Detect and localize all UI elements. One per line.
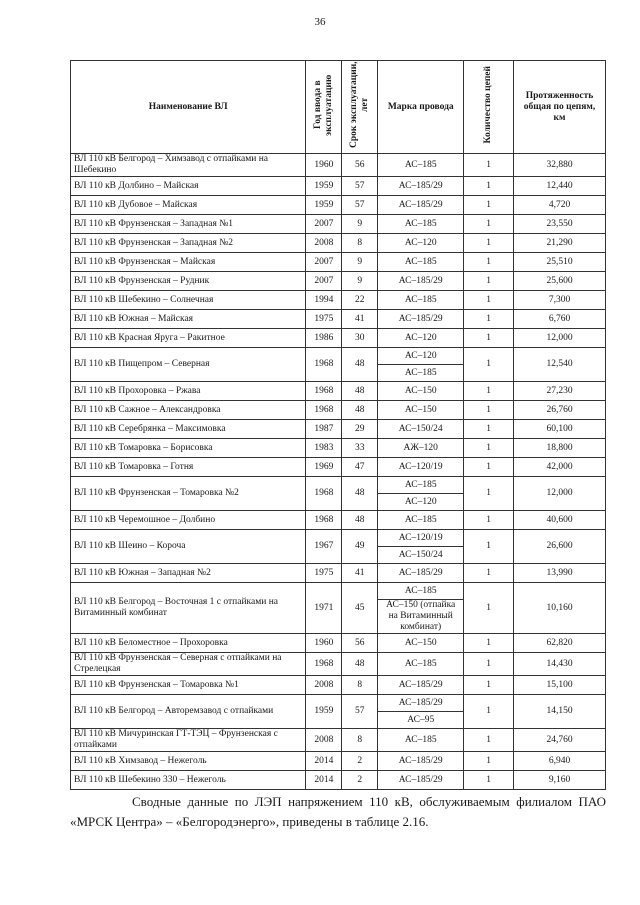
cell-year: 2008: [306, 729, 342, 752]
cell-name: ВЛ 110 кВ Химзавод – Нежеголь: [71, 752, 306, 771]
cell-year: 1959: [306, 177, 342, 196]
table-row: [71, 653, 606, 676]
cell-name: ВЛ 110 кВ Серебрянка – Максимовка: [71, 420, 306, 439]
cell-length: 40,600: [514, 511, 606, 530]
table-row: [71, 329, 606, 348]
cell-circuits: 1: [464, 291, 514, 310]
page-number: 36: [314, 16, 326, 28]
cell-name: ВЛ 110 кВ Фрунзенская – Западная №1: [71, 215, 306, 234]
cell-service: 47: [342, 458, 378, 477]
cell-wire: АС–120: [378, 348, 464, 365]
cell-service: 41: [342, 564, 378, 583]
cell-circuits: 1: [464, 253, 514, 272]
cell-length: 13,990: [514, 564, 606, 583]
cell-circuits: 1: [464, 215, 514, 234]
cell-service: 29: [342, 420, 378, 439]
cell-name: ВЛ 110 кВ Дубовое – Майская: [71, 196, 306, 215]
cell-wire: АС–120/19: [378, 458, 464, 477]
cell-circuits: 1: [464, 511, 514, 530]
table-row: [71, 583, 606, 600]
cell-wire: АС–120/19: [378, 530, 464, 547]
cell-year: 1960: [306, 154, 342, 177]
cell-wire: АС–185: [378, 215, 464, 234]
cell-name: ВЛ 110 кВ Сажное – Александровка: [71, 401, 306, 420]
cell-length: 12,440: [514, 177, 606, 196]
cell-name: ВЛ 110 кВ Беломестное – Прохоровка: [71, 634, 306, 653]
cell-wire: АС–150: [378, 382, 464, 401]
cell-length: 4,720: [514, 196, 606, 215]
table-row: [71, 676, 606, 695]
cell-name: ВЛ 110 кВ Фрунзенская – Томаровка №1: [71, 676, 306, 695]
table-row: [71, 458, 606, 477]
cell-name: ВЛ 110 кВ Белгород – Восточная 1 с отпайками на Витаминный комбинат: [71, 583, 306, 634]
cell-year: 2008: [306, 234, 342, 253]
cell-name: ВЛ 110 кВ Красная Яруга – Ракитное: [71, 329, 306, 348]
cell-year: 2007: [306, 253, 342, 272]
table-row: [71, 401, 606, 420]
cell-wire: АС–185/29: [378, 177, 464, 196]
header-length: Протяженность общая по цепям, км: [514, 61, 606, 154]
cell-name: ВЛ 110 кВ Белгород – Авторемзавод с отпайками: [71, 695, 306, 729]
cell-circuits: 1: [464, 154, 514, 177]
cell-wire: АС–150 (отпайка на Витаминный комбинат): [378, 600, 464, 634]
cell-service: 45: [342, 583, 378, 634]
cell-name: ВЛ 110 кВ Долбино – Майская: [71, 177, 306, 196]
cell-wire: АС–185: [378, 253, 464, 272]
cell-year: 1971: [306, 583, 342, 634]
cell-service: 22: [342, 291, 378, 310]
cell-name: ВЛ 110 кВ Черемошное – Долбино: [71, 511, 306, 530]
cell-circuits: 1: [464, 771, 514, 790]
cell-year: 1968: [306, 348, 342, 382]
table-header-row: [71, 61, 606, 154]
table-row: [71, 154, 606, 177]
cell-circuits: 1: [464, 329, 514, 348]
cell-length: 9,160: [514, 771, 606, 790]
table-row: [71, 196, 606, 215]
cell-length: 10,160: [514, 583, 606, 634]
cell-service: 48: [342, 653, 378, 676]
cell-service: 2: [342, 771, 378, 790]
table-row: [71, 729, 606, 752]
cell-length: 6,760: [514, 310, 606, 329]
cell-length: 25,510: [514, 253, 606, 272]
cell-wire: АС–120: [378, 329, 464, 348]
cell-wire: АС–185: [378, 653, 464, 676]
cell-name: ВЛ 110 кВ Шеино – Короча: [71, 530, 306, 564]
cell-circuits: 1: [464, 272, 514, 291]
cell-service: 49: [342, 530, 378, 564]
cell-length: 18,800: [514, 439, 606, 458]
table-row: [71, 177, 606, 196]
cell-wire: АС–185: [378, 291, 464, 310]
table-row: [71, 234, 606, 253]
cell-service: 57: [342, 177, 378, 196]
cell-wire: АС–150/24: [378, 420, 464, 439]
cell-service: 57: [342, 695, 378, 729]
cell-year: 2008: [306, 676, 342, 695]
cell-year: 1987: [306, 420, 342, 439]
cell-length: 14,150: [514, 695, 606, 729]
cell-wire: АС–185: [378, 729, 464, 752]
cell-circuits: 1: [464, 348, 514, 382]
cell-service: 48: [342, 511, 378, 530]
cell-wire: АС–185/29: [378, 272, 464, 291]
cell-service: 48: [342, 348, 378, 382]
cell-service: 48: [342, 477, 378, 511]
cell-length: 62,820: [514, 634, 606, 653]
cell-length: 23,550: [514, 215, 606, 234]
cell-wire: АС–185/29: [378, 564, 464, 583]
cell-name: ВЛ 110 кВ Фрунзенская – Северная с отпайками на Стрелецкая: [71, 653, 306, 676]
cell-year: 1959: [306, 695, 342, 729]
cell-year: 1968: [306, 401, 342, 420]
cell-year: 2014: [306, 752, 342, 771]
cell-year: 1967: [306, 530, 342, 564]
table-row: [71, 348, 606, 365]
cell-circuits: 1: [464, 177, 514, 196]
table-row: [71, 420, 606, 439]
cell-service: 48: [342, 382, 378, 401]
header-circuits: Количество цепей: [464, 61, 514, 154]
cell-service: 8: [342, 676, 378, 695]
cell-wire: АС–150/24: [378, 547, 464, 564]
cell-year: 1960: [306, 634, 342, 653]
table-row: [71, 439, 606, 458]
cell-wire: АС–150: [378, 634, 464, 653]
cell-name: ВЛ 110 кВ Фрунзенская – Рудник: [71, 272, 306, 291]
header-year: Год ввода в эксплуатацию: [306, 61, 342, 154]
cell-name: ВЛ 110 кВ Шебекино 330 – Нежеголь: [71, 771, 306, 790]
summary-paragraph: Сводные данные по ЛЭП напряжением 110 кВ, обслуживаемым филиалом ПАО «МРСК Центра» – «Белгородэнерго», приведены в таблице 2.16.: [70, 794, 606, 829]
cell-year: 1983: [306, 439, 342, 458]
cell-length: 42,000: [514, 458, 606, 477]
cell-wire: АС–150: [378, 401, 464, 420]
table-row: [71, 634, 606, 653]
cell-length: 12,000: [514, 329, 606, 348]
cell-service: 41: [342, 310, 378, 329]
cell-circuits: 1: [464, 382, 514, 401]
header-wire: Марка провода: [378, 61, 464, 154]
cell-wire: АС–185/29: [378, 695, 464, 712]
cell-wire: АС–95: [378, 712, 464, 729]
cell-circuits: 1: [464, 401, 514, 420]
cell-length: 12,540: [514, 348, 606, 382]
cell-year: 2007: [306, 215, 342, 234]
cell-circuits: 1: [464, 196, 514, 215]
cell-circuits: 1: [464, 564, 514, 583]
cell-length: 14,430: [514, 653, 606, 676]
cell-wire: АС–120: [378, 494, 464, 511]
cell-length: 60,100: [514, 420, 606, 439]
cell-year: 1975: [306, 310, 342, 329]
cell-name: ВЛ 110 кВ Южная – Майская: [71, 310, 306, 329]
cell-year: 1994: [306, 291, 342, 310]
cell-name: ВЛ 110 кВ Томаровка – Готня: [71, 458, 306, 477]
cell-circuits: 1: [464, 420, 514, 439]
cell-length: 25,600: [514, 272, 606, 291]
cell-length: 27,230: [514, 382, 606, 401]
cell-wire: АС–185: [378, 365, 464, 382]
cell-service: 57: [342, 196, 378, 215]
cell-length: 26,600: [514, 530, 606, 564]
cell-circuits: 1: [464, 530, 514, 564]
cell-service: 2: [342, 752, 378, 771]
cell-service: 9: [342, 253, 378, 272]
cell-length: 32,880: [514, 154, 606, 177]
cell-name: ВЛ 110 кВ Томаровка – Борисовка: [71, 439, 306, 458]
cell-circuits: 1: [464, 653, 514, 676]
cell-circuits: 1: [464, 583, 514, 634]
table-row: [71, 695, 606, 712]
cell-wire: АС–185: [378, 583, 464, 600]
cell-year: 2014: [306, 771, 342, 790]
cell-service: 56: [342, 634, 378, 653]
cell-circuits: 1: [464, 310, 514, 329]
header-name: Наименование ВЛ: [71, 61, 306, 154]
cell-circuits: 1: [464, 729, 514, 752]
table-row: [71, 272, 606, 291]
cell-name: ВЛ 110 кВ Фрунзенская – Томаровка №2: [71, 477, 306, 511]
cell-name: ВЛ 110 кВ Мичуринская ГТ-ТЭЦ – Фрунзенская с отпайками: [71, 729, 306, 752]
cell-service: 8: [342, 729, 378, 752]
table-row: [71, 253, 606, 272]
cell-wire: АС–185: [378, 154, 464, 177]
cell-length: 6,940: [514, 752, 606, 771]
cell-circuits: 1: [464, 634, 514, 653]
cell-wire: АС–185/29: [378, 752, 464, 771]
cell-year: 1968: [306, 382, 342, 401]
cell-year: 2007: [306, 272, 342, 291]
cell-name: ВЛ 110 кВ Фрунзенская – Западная №2: [71, 234, 306, 253]
cell-name: ВЛ 110 кВ Белгород – Химзавод с отпайками на Шебекино: [71, 154, 306, 177]
table-row: [71, 564, 606, 583]
table-row: [71, 771, 606, 790]
cell-circuits: 1: [464, 458, 514, 477]
table-row: [71, 310, 606, 329]
cell-circuits: 1: [464, 234, 514, 253]
power-lines-table: [70, 60, 606, 790]
cell-wire: АЖ–120: [378, 439, 464, 458]
cell-service: 33: [342, 439, 378, 458]
cell-service: 8: [342, 234, 378, 253]
cell-circuits: 1: [464, 676, 514, 695]
cell-name: ВЛ 110 кВ Пищепром – Северная: [71, 348, 306, 382]
cell-wire: АС–185/29: [378, 771, 464, 790]
cell-service: 56: [342, 154, 378, 177]
table-row: [71, 511, 606, 530]
cell-service: 30: [342, 329, 378, 348]
cell-wire: АС–185: [378, 511, 464, 530]
cell-wire: АС–185/29: [378, 676, 464, 695]
cell-wire: АС–185/29: [378, 310, 464, 329]
cell-circuits: 1: [464, 439, 514, 458]
cell-length: 7,300: [514, 291, 606, 310]
cell-year: 1986: [306, 329, 342, 348]
cell-length: 15,100: [514, 676, 606, 695]
cell-wire: АС–185/29: [378, 196, 464, 215]
cell-wire: АС–185: [378, 477, 464, 494]
cell-name: ВЛ 110 кВ Прохоровка – Ржава: [71, 382, 306, 401]
cell-service: 9: [342, 215, 378, 234]
table-row: [71, 382, 606, 401]
cell-year: 1975: [306, 564, 342, 583]
cell-circuits: 1: [464, 752, 514, 771]
cell-year: 1968: [306, 511, 342, 530]
table-row: [71, 530, 606, 547]
cell-service: 48: [342, 401, 378, 420]
table-row: [71, 477, 606, 494]
cell-length: 21,290: [514, 234, 606, 253]
cell-service: 9: [342, 272, 378, 291]
cell-length: 24,760: [514, 729, 606, 752]
cell-year: 1968: [306, 653, 342, 676]
cell-name: ВЛ 110 кВ Южная – Западная №2: [71, 564, 306, 583]
cell-circuits: 1: [464, 477, 514, 511]
cell-year: 1969: [306, 458, 342, 477]
cell-circuits: 1: [464, 695, 514, 729]
table-row: [71, 752, 606, 771]
table-row: [71, 215, 606, 234]
cell-length: 12,000: [514, 477, 606, 511]
cell-wire: АС–120: [378, 234, 464, 253]
table-row: [71, 291, 606, 310]
cell-year: 1968: [306, 477, 342, 511]
cell-name: ВЛ 110 кВ Шебекино – Солнечная: [71, 291, 306, 310]
cell-year: 1959: [306, 196, 342, 215]
cell-name: ВЛ 110 кВ Фрунзенская – Майская: [71, 253, 306, 272]
header-service: Срок эксплуатации, лет: [342, 61, 378, 154]
cell-length: 26,760: [514, 401, 606, 420]
